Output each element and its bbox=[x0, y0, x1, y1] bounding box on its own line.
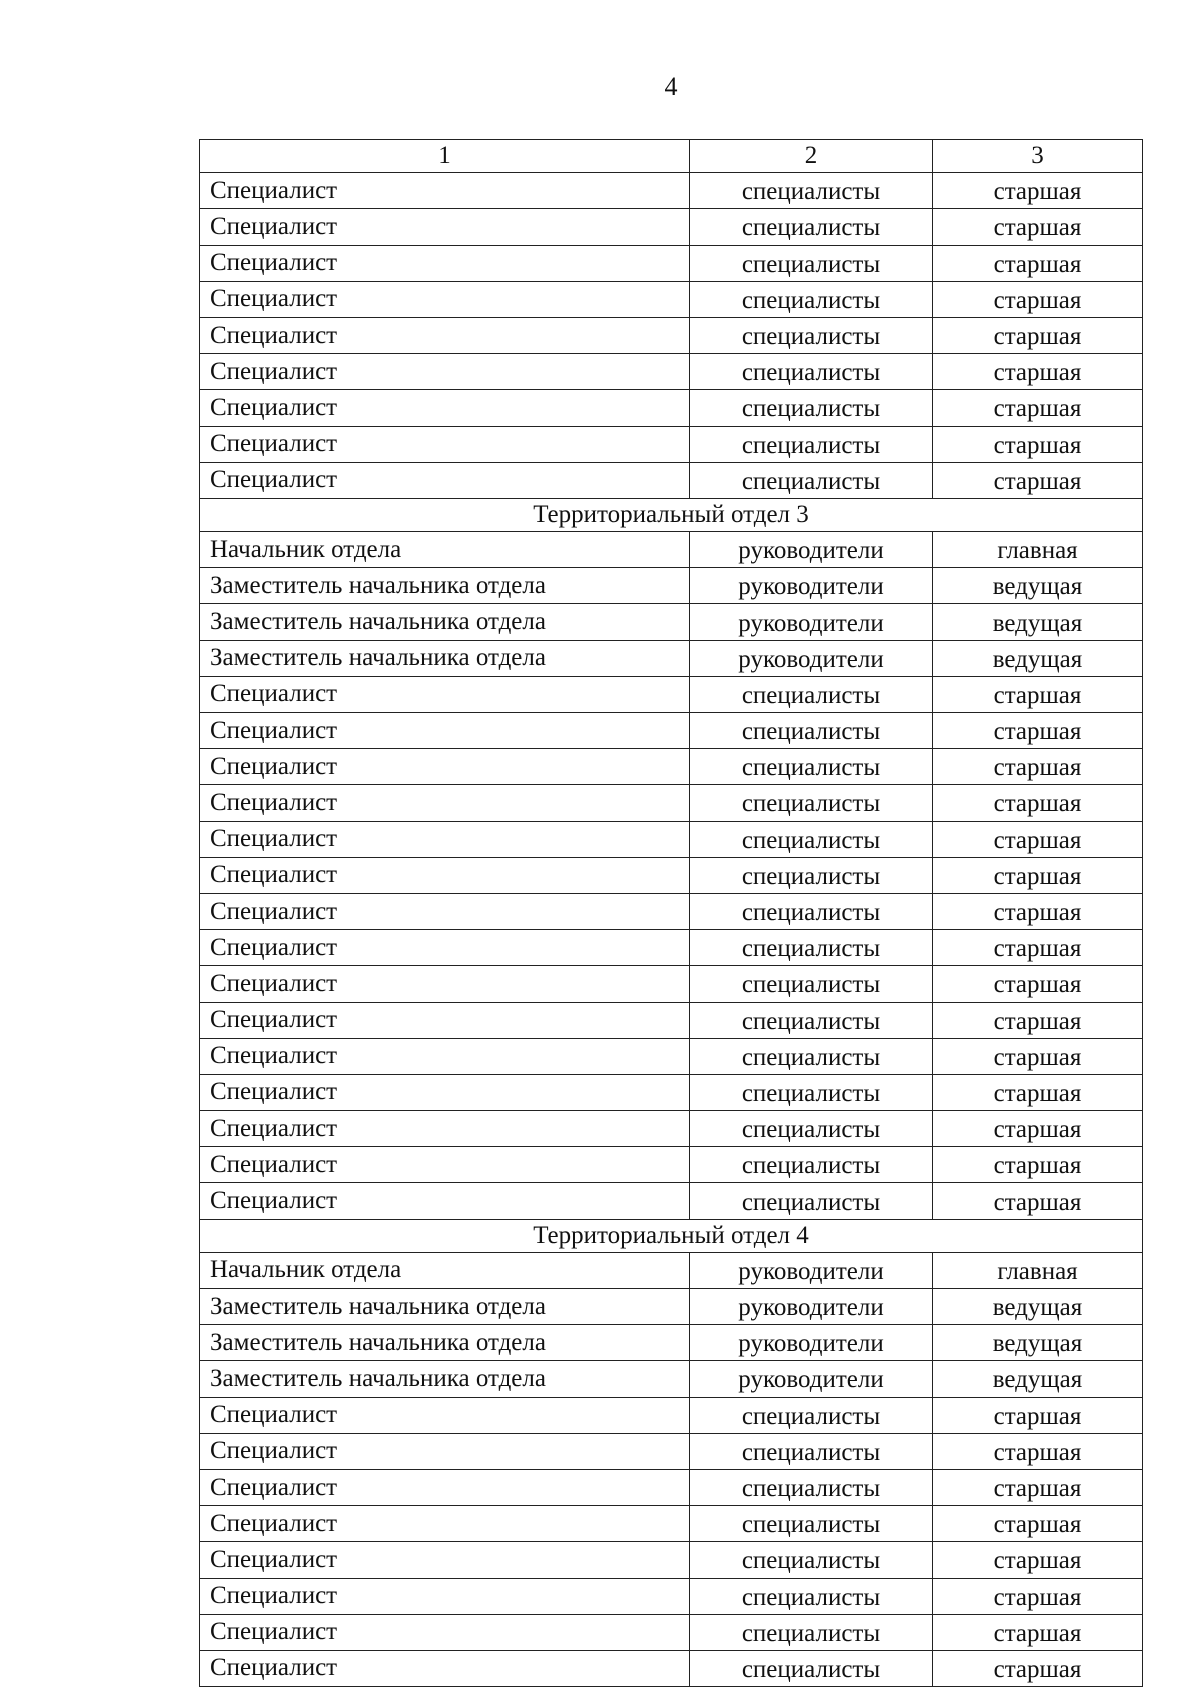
category-cell: специалисты bbox=[690, 281, 933, 317]
position-cell: Заместитель начальника отдела bbox=[200, 1289, 690, 1325]
group-cell: старшая bbox=[933, 426, 1143, 462]
position-cell: Начальник отдела bbox=[200, 532, 690, 568]
table-row bbox=[200, 1650, 1143, 1686]
group-cell: старшая bbox=[933, 1469, 1143, 1505]
group-cell: старшая bbox=[933, 390, 1143, 426]
section-title: Территориальный отдел 4 bbox=[200, 1219, 1143, 1252]
table-row bbox=[200, 930, 1143, 966]
category-cell: руководители bbox=[690, 1289, 933, 1325]
group-cell: старшая bbox=[933, 1542, 1143, 1578]
section-row bbox=[200, 1219, 1143, 1252]
position-cell: Специалист bbox=[200, 1147, 690, 1183]
table-row bbox=[200, 1325, 1143, 1361]
category-cell: руководители bbox=[690, 1325, 933, 1361]
group-cell: старшая bbox=[933, 354, 1143, 390]
position-cell: Специалист bbox=[200, 930, 690, 966]
category-cell: специалисты bbox=[690, 930, 933, 966]
category-cell: специалисты bbox=[690, 1433, 933, 1469]
position-cell: Специалист bbox=[200, 1542, 690, 1578]
group-cell: старшая bbox=[933, 245, 1143, 281]
group-cell: старшая bbox=[933, 209, 1143, 245]
table-row bbox=[200, 281, 1143, 317]
table-row bbox=[200, 354, 1143, 390]
group-cell: главная bbox=[933, 1252, 1143, 1288]
category-cell: специалисты bbox=[690, 1614, 933, 1650]
category-cell: специалисты bbox=[690, 1147, 933, 1183]
category-cell: руководители bbox=[690, 640, 933, 676]
category-cell: специалисты bbox=[690, 173, 933, 209]
category-cell: специалисты bbox=[690, 857, 933, 893]
group-cell: старшая bbox=[933, 1147, 1143, 1183]
position-cell: Заместитель начальника отдела bbox=[200, 604, 690, 640]
table-row bbox=[200, 821, 1143, 857]
position-cell: Специалист bbox=[200, 426, 690, 462]
table-row bbox=[200, 1614, 1143, 1650]
table-row bbox=[200, 857, 1143, 893]
group-cell: старшая bbox=[933, 1614, 1143, 1650]
group-cell: старшая bbox=[933, 1578, 1143, 1614]
category-cell: специалисты bbox=[690, 749, 933, 785]
group-cell: старшая bbox=[933, 749, 1143, 785]
category-cell: специалисты bbox=[690, 966, 933, 1002]
position-cell: Специалист bbox=[200, 857, 690, 893]
table-row bbox=[200, 426, 1143, 462]
table-row bbox=[200, 173, 1143, 209]
group-cell: старшая bbox=[933, 1433, 1143, 1469]
position-cell: Специалист bbox=[200, 676, 690, 712]
group-cell: ведущая bbox=[933, 640, 1143, 676]
positions-table bbox=[199, 139, 1143, 1687]
header-cell-1: 1 bbox=[200, 140, 690, 173]
section-title: Территориальный отдел 3 bbox=[200, 498, 1143, 531]
position-cell: Заместитель начальника отдела bbox=[200, 1361, 690, 1397]
category-cell: специалисты bbox=[690, 1002, 933, 1038]
group-cell: старшая bbox=[933, 785, 1143, 821]
position-cell: Специалист bbox=[200, 1650, 690, 1686]
group-cell: ведущая bbox=[933, 568, 1143, 604]
table-row bbox=[200, 749, 1143, 785]
position-cell: Специалист bbox=[200, 462, 690, 498]
table-row bbox=[200, 1111, 1143, 1147]
position-cell: Специалист bbox=[200, 354, 690, 390]
position-cell: Специалист bbox=[200, 1614, 690, 1650]
table-row bbox=[200, 1578, 1143, 1614]
position-cell: Специалист bbox=[200, 209, 690, 245]
position-cell: Специалист bbox=[200, 1433, 690, 1469]
category-cell: руководители bbox=[690, 568, 933, 604]
table-row bbox=[200, 390, 1143, 426]
group-cell: старшая bbox=[933, 930, 1143, 966]
table-row bbox=[200, 1397, 1143, 1433]
table-body bbox=[200, 140, 1143, 1687]
group-cell: старшая bbox=[933, 1074, 1143, 1110]
position-cell: Специалист bbox=[200, 749, 690, 785]
group-cell: ведущая bbox=[933, 1361, 1143, 1397]
table-row bbox=[200, 1361, 1143, 1397]
table-row bbox=[200, 604, 1143, 640]
position-cell: Специалист bbox=[200, 1183, 690, 1219]
position-cell: Специалист bbox=[200, 1469, 690, 1505]
category-cell: специалисты bbox=[690, 785, 933, 821]
table-row bbox=[200, 568, 1143, 604]
table-row bbox=[200, 1147, 1143, 1183]
table-row bbox=[200, 1074, 1143, 1110]
category-cell: специалисты bbox=[690, 245, 933, 281]
group-cell: старшая bbox=[933, 1038, 1143, 1074]
category-cell: специалисты bbox=[690, 426, 933, 462]
header-cell-3: 3 bbox=[933, 140, 1143, 173]
table-row bbox=[200, 1183, 1143, 1219]
category-cell: специалисты bbox=[690, 390, 933, 426]
group-cell: ведущая bbox=[933, 1325, 1143, 1361]
header-cell-2: 2 bbox=[690, 140, 933, 173]
table-row bbox=[200, 1433, 1143, 1469]
group-cell: старшая bbox=[933, 821, 1143, 857]
table-row bbox=[200, 1252, 1143, 1288]
category-cell: специалисты bbox=[690, 462, 933, 498]
table-row bbox=[200, 209, 1143, 245]
table-row bbox=[200, 893, 1143, 929]
category-cell: специалисты bbox=[690, 1038, 933, 1074]
category-cell: руководители bbox=[690, 532, 933, 568]
group-cell: старшая bbox=[933, 676, 1143, 712]
category-cell: специалисты bbox=[690, 676, 933, 712]
position-cell: Специалист bbox=[200, 317, 690, 353]
category-cell: специалисты bbox=[690, 1650, 933, 1686]
group-cell: старшая bbox=[933, 1650, 1143, 1686]
position-cell: Специалист bbox=[200, 245, 690, 281]
position-cell: Специалист bbox=[200, 821, 690, 857]
group-cell: старшая bbox=[933, 1397, 1143, 1433]
table-row bbox=[200, 1289, 1143, 1325]
category-cell: специалисты bbox=[690, 1506, 933, 1542]
position-cell: Специалист bbox=[200, 1506, 690, 1542]
category-cell: специалисты bbox=[690, 1397, 933, 1433]
position-cell: Специалист bbox=[200, 713, 690, 749]
table-row bbox=[200, 1469, 1143, 1505]
category-cell: специалисты bbox=[690, 1111, 933, 1147]
position-cell: Специалист bbox=[200, 785, 690, 821]
group-cell: ведущая bbox=[933, 604, 1143, 640]
category-cell: специалисты bbox=[690, 1542, 933, 1578]
group-cell: старшая bbox=[933, 462, 1143, 498]
position-cell: Специалист bbox=[200, 1578, 690, 1614]
position-cell: Заместитель начальника отдела bbox=[200, 568, 690, 604]
category-cell: специалисты bbox=[690, 1578, 933, 1614]
category-cell: специалисты bbox=[690, 821, 933, 857]
table-row bbox=[200, 785, 1143, 821]
group-cell: ведущая bbox=[933, 1289, 1143, 1325]
position-cell: Специалист bbox=[200, 173, 690, 209]
table-row bbox=[200, 317, 1143, 353]
table-row bbox=[200, 462, 1143, 498]
table-row bbox=[200, 1002, 1143, 1038]
position-cell: Специалист bbox=[200, 893, 690, 929]
page-number: 4 bbox=[664, 72, 678, 101]
group-cell: старшая bbox=[933, 317, 1143, 353]
group-cell: старшая bbox=[933, 281, 1143, 317]
position-cell: Специалист bbox=[200, 1111, 690, 1147]
category-cell: специалисты bbox=[690, 354, 933, 390]
position-cell: Начальник отдела bbox=[200, 1252, 690, 1288]
table-row bbox=[200, 966, 1143, 1002]
group-cell: старшая bbox=[933, 893, 1143, 929]
category-cell: специалисты bbox=[690, 317, 933, 353]
category-cell: специалисты bbox=[690, 713, 933, 749]
position-cell: Специалист bbox=[200, 1074, 690, 1110]
group-cell: старшая bbox=[933, 966, 1143, 1002]
position-cell: Специалист bbox=[200, 281, 690, 317]
category-cell: специалисты bbox=[690, 209, 933, 245]
table-row bbox=[200, 1542, 1143, 1578]
category-cell: специалисты bbox=[690, 1183, 933, 1219]
table-row bbox=[200, 1506, 1143, 1542]
table-row bbox=[200, 640, 1143, 676]
section-row bbox=[200, 498, 1143, 531]
table-row bbox=[200, 532, 1143, 568]
category-cell: специалисты bbox=[690, 1074, 933, 1110]
table-row bbox=[200, 713, 1143, 749]
category-cell: специалисты bbox=[690, 893, 933, 929]
category-cell: руководители bbox=[690, 1361, 933, 1397]
position-cell: Заместитель начальника отдела bbox=[200, 1325, 690, 1361]
group-cell: старшая bbox=[933, 1506, 1143, 1542]
table-header-row bbox=[200, 140, 1143, 173]
position-cell: Заместитель начальника отдела bbox=[200, 640, 690, 676]
group-cell: старшая bbox=[933, 713, 1143, 749]
group-cell: старшая bbox=[933, 1111, 1143, 1147]
group-cell: старшая bbox=[933, 1002, 1143, 1038]
table-row bbox=[200, 676, 1143, 712]
position-cell: Специалист bbox=[200, 1038, 690, 1074]
category-cell: руководители bbox=[690, 604, 933, 640]
position-cell: Специалист bbox=[200, 1397, 690, 1433]
group-cell: старшая bbox=[933, 1183, 1143, 1219]
category-cell: руководители bbox=[690, 1252, 933, 1288]
group-cell: старшая bbox=[933, 857, 1143, 893]
group-cell: старшая bbox=[933, 173, 1143, 209]
position-cell: Специалист bbox=[200, 1002, 690, 1038]
category-cell: специалисты bbox=[690, 1469, 933, 1505]
position-cell: Специалист bbox=[200, 390, 690, 426]
group-cell: главная bbox=[933, 532, 1143, 568]
table-row bbox=[200, 1038, 1143, 1074]
position-cell: Специалист bbox=[200, 966, 690, 1002]
table-row bbox=[200, 245, 1143, 281]
